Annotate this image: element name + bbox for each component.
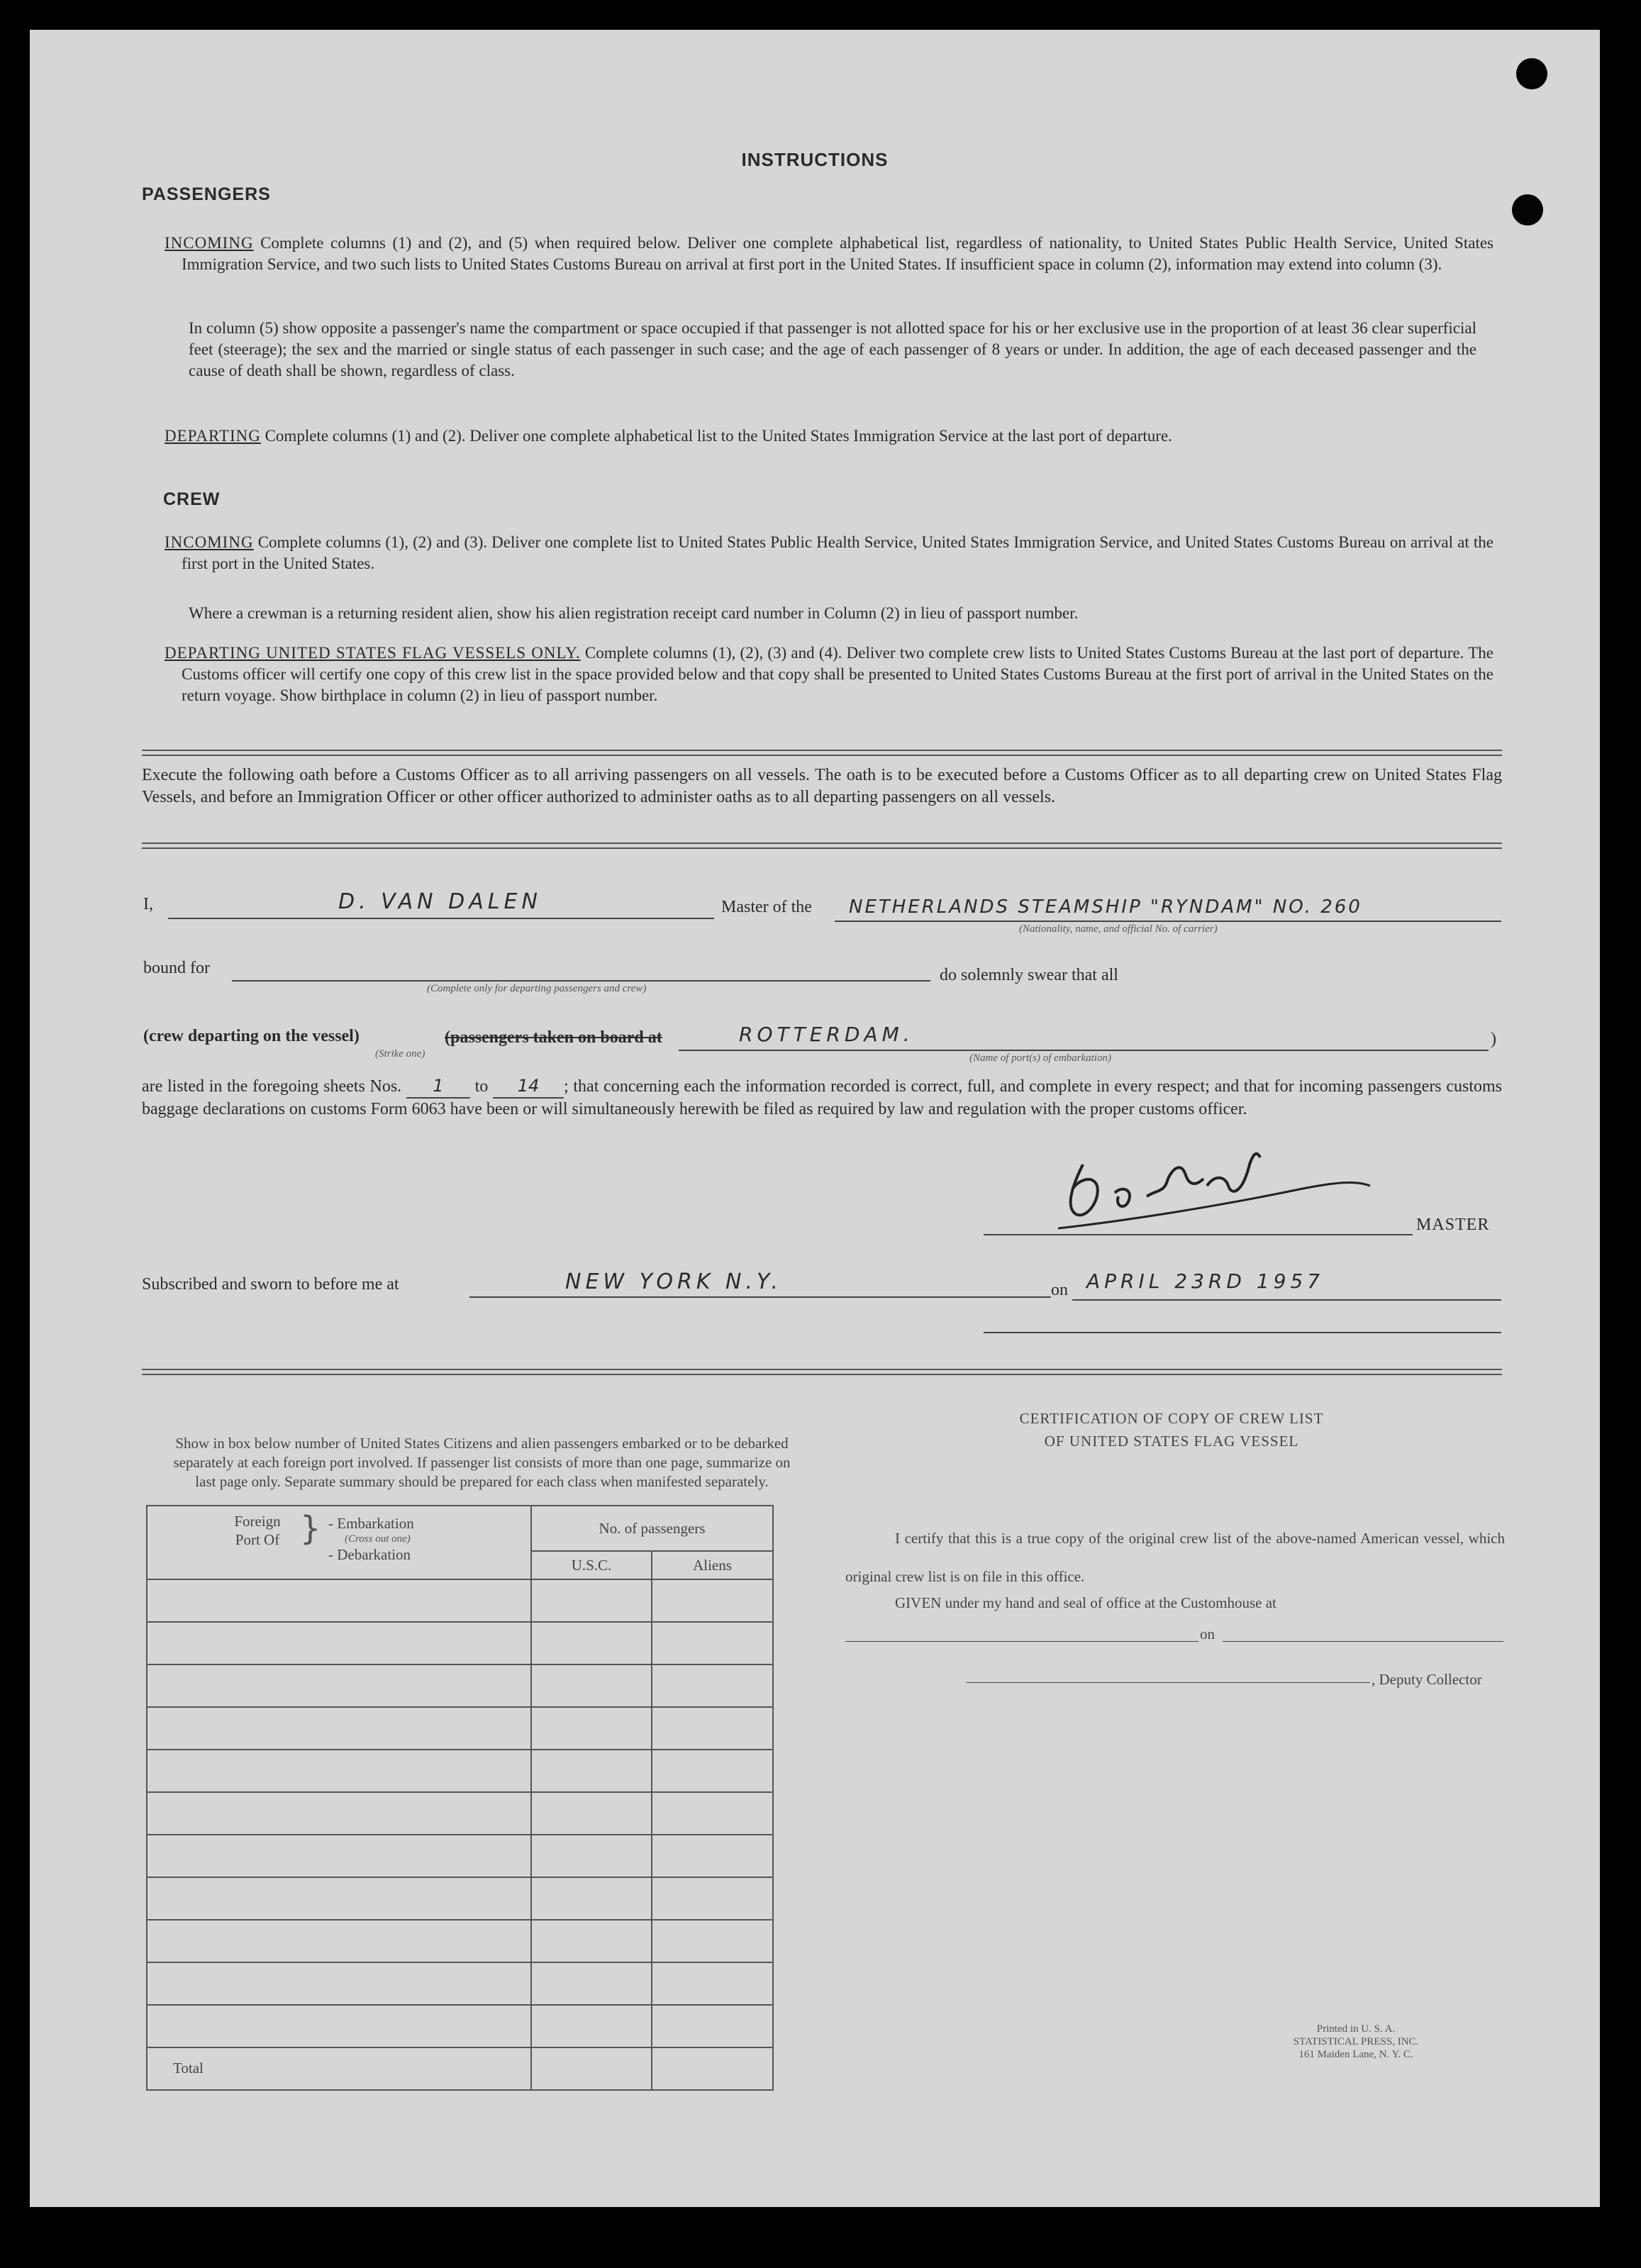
- master-name-handwritten[interactable]: D. VAN DALEN: [338, 889, 542, 914]
- aliens-cell[interactable]: [652, 1920, 773, 1962]
- passengers-column5-paragraph: In column (5) show opposite a passenger's name the compartment or space occupied if that passenger is not allotted space for his or her exclusive use in the proportion of at least 36 clear superficial feet (steerage); the sex and the married or single status of each passenger in such case; and the age of each passenger of 8 years or under. In addition, the age of each deceased passenger and the cause of death shall be shown, regardless of class.: [189, 319, 1476, 379]
- port-cell[interactable]: [147, 1962, 531, 2005]
- form-page: [30, 30, 1600, 2207]
- summary-row: [147, 1835, 773, 1877]
- summary-row: [147, 1579, 773, 1622]
- to-label: to: [474, 1077, 489, 1096]
- usc-cell[interactable]: [531, 1877, 652, 1920]
- aliens-cell[interactable]: [652, 1792, 773, 1835]
- port-cell[interactable]: [147, 1707, 531, 1750]
- certification-title-line1: CERTIFICATION OF COPY OF CREW LIST: [1019, 1410, 1324, 1427]
- master-signature: [1016, 1136, 1413, 1243]
- section-divider: [142, 843, 1502, 849]
- passengers-departing-text: Complete columns (1) and (2). Deliver one complete alphabetical list to the United States Immigration Service at the last port of departure.: [265, 427, 1172, 445]
- usc-cell[interactable]: [531, 1835, 652, 1877]
- aliens-cell[interactable]: [652, 2005, 773, 2047]
- foreign-port-of: Foreign Port Of: [234, 1513, 281, 1548]
- certification-title-line2: OF UNITED STATES FLAG VESSEL: [1044, 1433, 1299, 1450]
- total-usc-cell[interactable]: [531, 2047, 652, 2090]
- crew-heading: CREW: [163, 489, 221, 509]
- summary-row: [147, 1750, 773, 1792]
- port-cell[interactable]: [147, 1664, 531, 1707]
- aliens-cell[interactable]: [652, 1579, 773, 1622]
- instructions-title: INSTRUCTIONS: [741, 149, 889, 170]
- summary-row: [147, 1792, 773, 1835]
- oath-intro: Execute the following oath before a Customs Officer as to all arriving passengers on all vessels. The oath is to be executed before a Customs Officer as to all departing crew on United States Flag Vessels, and before an Immigration Officer or other officer authorized to administer oaths as to all departing passengers on all vessels.: [142, 766, 1502, 806]
- aliens-header: Aliens: [693, 1557, 732, 1574]
- printer-line2: STATISTICAL PRESS, INC.: [1293, 2036, 1419, 2047]
- no-of-passengers-label: No. of passengers: [532, 1506, 772, 1552]
- sheet-to[interactable]: 14: [493, 1075, 564, 1099]
- subscribed-label: Subscribed and sworn to before me at: [142, 1275, 399, 1294]
- crew-departing-paragraph: [165, 643, 1493, 706]
- officer-signature-line: [984, 1332, 1501, 1333]
- usc-cell[interactable]: [531, 2005, 652, 2047]
- crew-departing-option: (crew departing on the vessel): [143, 1027, 360, 1045]
- strike-one-caption: (Strike one): [375, 1048, 425, 1060]
- usc-cell[interactable]: [531, 1622, 652, 1664]
- deputy-collector-label: , Deputy Collector: [1372, 1671, 1482, 1688]
- listed-paragraph: [142, 1075, 1502, 1121]
- deputy-collector-line[interactable]: [966, 1682, 1370, 1683]
- passengers-incoming-paragraph: [165, 233, 1493, 275]
- usc-cell[interactable]: [531, 1962, 652, 2005]
- swear-label: do solemnly swear that all: [940, 966, 1118, 984]
- oath-body-text: ; that concerning each the information recorded is correct, full, and complete in every respect; and that for incoming passengers customs baggage declarations on customs Form 6063 have been or will simultaneously herewith be filed as required by law and regulation with the proper customs officer.: [142, 1077, 1503, 1118]
- usc-cell[interactable]: [531, 1920, 652, 1962]
- passengers-incoming-label: INCOMING: [165, 234, 254, 252]
- sworn-place-line: [469, 1296, 1051, 1298]
- given-text: GIVEN under my hand and seal of office at the Customhouse at: [895, 1594, 1276, 1611]
- master-of-label: Master of the: [721, 898, 812, 916]
- passengers-incoming-text: Complete columns (1) and (2), and (5) when required below. Deliver one complete alphabetical list, regardless of nationality, to United States Public Health Service, United States Immigration Service, and two such lists to United States Customs Bureau on arrival at first port in the United States. If insufficient space in column (2), information may extend into column (3).: [182, 234, 1493, 273]
- aliens-cell[interactable]: [652, 1962, 773, 2005]
- usc-cell[interactable]: [531, 1579, 652, 1622]
- port-cell[interactable]: [147, 1920, 531, 1962]
- total-label-cell: [147, 2047, 531, 2090]
- summary-row: [147, 1622, 773, 1664]
- embarkation-label: - Embarkation: [328, 1515, 414, 1532]
- passengers-heading: PASSENGERS: [142, 184, 271, 204]
- certification-title: [867, 1407, 1476, 1452]
- port-cell[interactable]: [147, 1579, 531, 1622]
- usc-cell[interactable]: [531, 1707, 652, 1750]
- punch-hole: [1516, 58, 1547, 89]
- aliens-cell[interactable]: [652, 1750, 773, 1792]
- port-cell[interactable]: [147, 1792, 531, 1835]
- on-label: on: [1051, 1281, 1068, 1299]
- usc-cell[interactable]: [531, 1792, 652, 1835]
- close-paren: ): [1491, 1030, 1496, 1048]
- summary-row: [147, 1877, 773, 1920]
- aliens-cell[interactable]: [652, 1707, 773, 1750]
- total-aliens-cell[interactable]: [652, 2047, 773, 2090]
- master-label: MASTER: [1416, 1216, 1490, 1234]
- bound-for-line: [232, 980, 930, 982]
- bound-for-caption: (Complete only for departing passengers and crew): [427, 983, 647, 994]
- aliens-cell[interactable]: [652, 1622, 773, 1664]
- usc-cell[interactable]: [531, 1664, 652, 1707]
- port-handwritten[interactable]: ROTTERDAM.: [739, 1023, 914, 1046]
- summary-row: [147, 1664, 773, 1707]
- aliens-cell[interactable]: [652, 1835, 773, 1877]
- port-cell[interactable]: [147, 1622, 531, 1664]
- vessel-caption: (Nationality, name, and official No. of carrier): [1019, 923, 1218, 935]
- crew-departing-label: DEPARTING UNITED STATES FLAG VESSELS ONLY.: [165, 644, 581, 662]
- usc-cell[interactable]: [531, 1750, 652, 1792]
- passengers-departing-paragraph: [165, 426, 1493, 447]
- port-header-cell: [147, 1506, 531, 1579]
- passengers-taken-option: (passengers taken on board at: [445, 1028, 662, 1047]
- sworn-place-handwritten[interactable]: NEW YORK N.Y.: [565, 1269, 783, 1294]
- summary-row: [147, 1962, 773, 2005]
- master-name-line: [168, 918, 714, 919]
- aliens-cell[interactable]: [652, 1877, 773, 1920]
- port-line: [679, 1050, 1489, 1051]
- crew-departing-text: Complete columns (1), (2), (3) and (4). Deliver two complete crew lists to United States Customs Bureau at the last port of departure. The Customs officer will certify one copy of this crew list in the space provided below and that copy shall be presented to United States Customs Bureau at the first port of arrival in the United States on the return voyage. Show birthplace in column (2) in lieu of passport number.: [182, 644, 1493, 704]
- crew-incoming-paragraph: [165, 532, 1493, 574]
- cert-date-line[interactable]: [1223, 1641, 1503, 1642]
- cross-out-caption: (Cross out one): [345, 1533, 411, 1545]
- sworn-date-handwritten[interactable]: APRIL 23RD 1957: [1086, 1269, 1325, 1293]
- port-cell[interactable]: [147, 1877, 531, 1920]
- vessel-line: [835, 921, 1501, 922]
- debarkation-label: - Debarkation: [328, 1546, 411, 1563]
- port-caption: (Name of port(s) of embarkation): [969, 1052, 1111, 1064]
- section-divider: [142, 750, 1502, 756]
- i-label: I,: [143, 895, 153, 913]
- crew-incoming-text: Complete columns (1), (2) and (3). Deliver one complete list to United States Public Health Service, United States Immigration Service, and United States Customs Bureau on arrival at the first port in the United States.: [182, 533, 1493, 572]
- summary-row: [147, 2005, 773, 2047]
- printer-imprint: [1242, 2023, 1469, 2061]
- aliens-cell[interactable]: [652, 1664, 773, 1707]
- printer-line3: 161 Maiden Lane, N. Y. C.: [1298, 2049, 1413, 2060]
- total-label: Total: [173, 2059, 204, 2077]
- crew-resident-paragraph: Where a crewman is a returning resident alien, show his alien registration receipt card number in Column (2) in lieu of passport number.: [189, 604, 1079, 622]
- port-cell[interactable]: [147, 1835, 531, 1877]
- passenger-summary-table: [146, 1505, 774, 2091]
- port-cell[interactable]: [147, 1750, 531, 1792]
- vessel-handwritten[interactable]: NETHERLANDS STEAMSHIP "RYNDAM" NO. 260: [849, 896, 1362, 918]
- summary-row: [147, 1920, 773, 1962]
- punch-hole: [1512, 194, 1543, 226]
- certify-text: I certify that this is a true copy of the original crew list of the above-named American vessel, which original crew list is on file in this office.: [845, 1530, 1505, 1585]
- crew-incoming-label: INCOMING: [165, 533, 254, 551]
- signature-line: [984, 1234, 1413, 1235]
- usc-header: U.S.C.: [532, 1552, 652, 1579]
- sworn-date-line: [1072, 1299, 1501, 1301]
- cert-on-label: on: [1200, 1625, 1215, 1642]
- bound-for-label: bound for: [143, 959, 210, 977]
- brace-icon: }: [300, 1509, 321, 1547]
- customhouse-line[interactable]: [845, 1641, 1198, 1642]
- port-cell[interactable]: [147, 2005, 531, 2047]
- summary-row: [147, 1707, 773, 1750]
- summary-instructions: Show in box below number of United States Citizens and alien passengers embarked or to be debarked separately at each foreign port involved. If passenger list consists of more than one page, summarize on last page only. Separate summary should be prepared for each class when manifested separately.: [173, 1435, 791, 1490]
- sheet-from[interactable]: 1: [406, 1075, 470, 1099]
- section-divider: [142, 1369, 1502, 1375]
- listed-label: are listed in the foregoing sheets Nos.: [142, 1077, 402, 1096]
- printer-line1: Printed in U. S. A.: [1316, 2023, 1396, 2035]
- passengers-header-cell: [531, 1506, 773, 1579]
- passengers-departing-label: DEPARTING: [165, 427, 261, 445]
